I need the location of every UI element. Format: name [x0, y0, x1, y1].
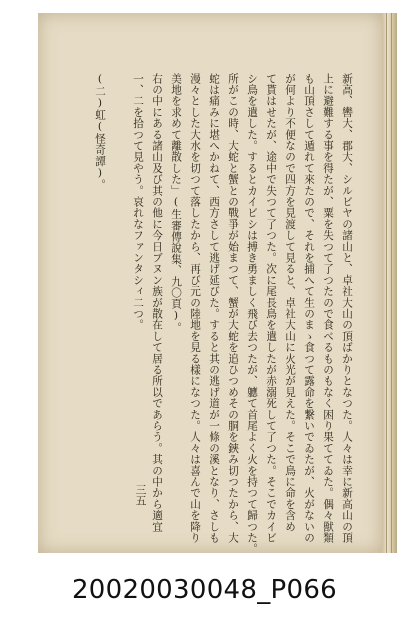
text-column: も山頂さして遁れて來たので、それを捕へて生のまゝ食つて露命を繋いでゐたが、火がないの	[303, 73, 315, 544]
section-heading: (二)虹(怪奇譚)。	[94, 73, 106, 191]
text-column: 所がこの時、大蛇と蟹との戰爭が始まつて、蟹が大蛇を追ひつめその胴を鋏み切つたから、大	[227, 73, 239, 544]
book-page	[38, 13, 382, 553]
image-caption: 20020030048_P066	[71, 575, 338, 605]
text-column: 右の中にある諸山及び其の他に今日ブヌン族が散在して居る所以であらう。其の中から適宜	[151, 73, 163, 533]
text-column: て貰はせたが、途中で失つて了つた。次に尾長鳥を遣したが赤溺死して了つた。そこでカイビ	[265, 73, 277, 544]
text-column: 一、二を拾つて見やう。哀れなファンタシィ二つ。	[132, 73, 144, 331]
book-binding-edge	[382, 13, 397, 553]
page-number: 三五	[134, 484, 147, 506]
text-column: 上に避難する事を得たが、粟を失つて了つたので食べるものもなく困り果ててゐた。偶々獣類	[322, 73, 334, 544]
text-column: が何より不便なので四方を見渡して見ると、卓社大山に火光が見えた。そこで鳥に命を含め	[284, 73, 296, 533]
text-column: 蛇は痛みに堪へかねて、西方さして逃げ延びた。すると其の逃げ道が一條の溪となり、さしも	[208, 73, 220, 544]
text-column: 新高、轡大、郡大、シルビヤの諸山と、卓社大山の頂ばかりとなつた。人々は幸に新高山の頂	[341, 73, 353, 544]
text-column: 美地を求めて離散した」(生審傳說集、九〇頁)。	[170, 73, 182, 334]
text-column: 漫々とした大水を切つて落したから、再び元の陸地を見る樣になつた。人々は喜んで山を降り	[189, 73, 201, 544]
text-column: シ鳥を遣した。するとカイビシは搏き勇ましく飛び去つたが、軈て首尾よく火を持つて歸つた。	[246, 73, 258, 555]
